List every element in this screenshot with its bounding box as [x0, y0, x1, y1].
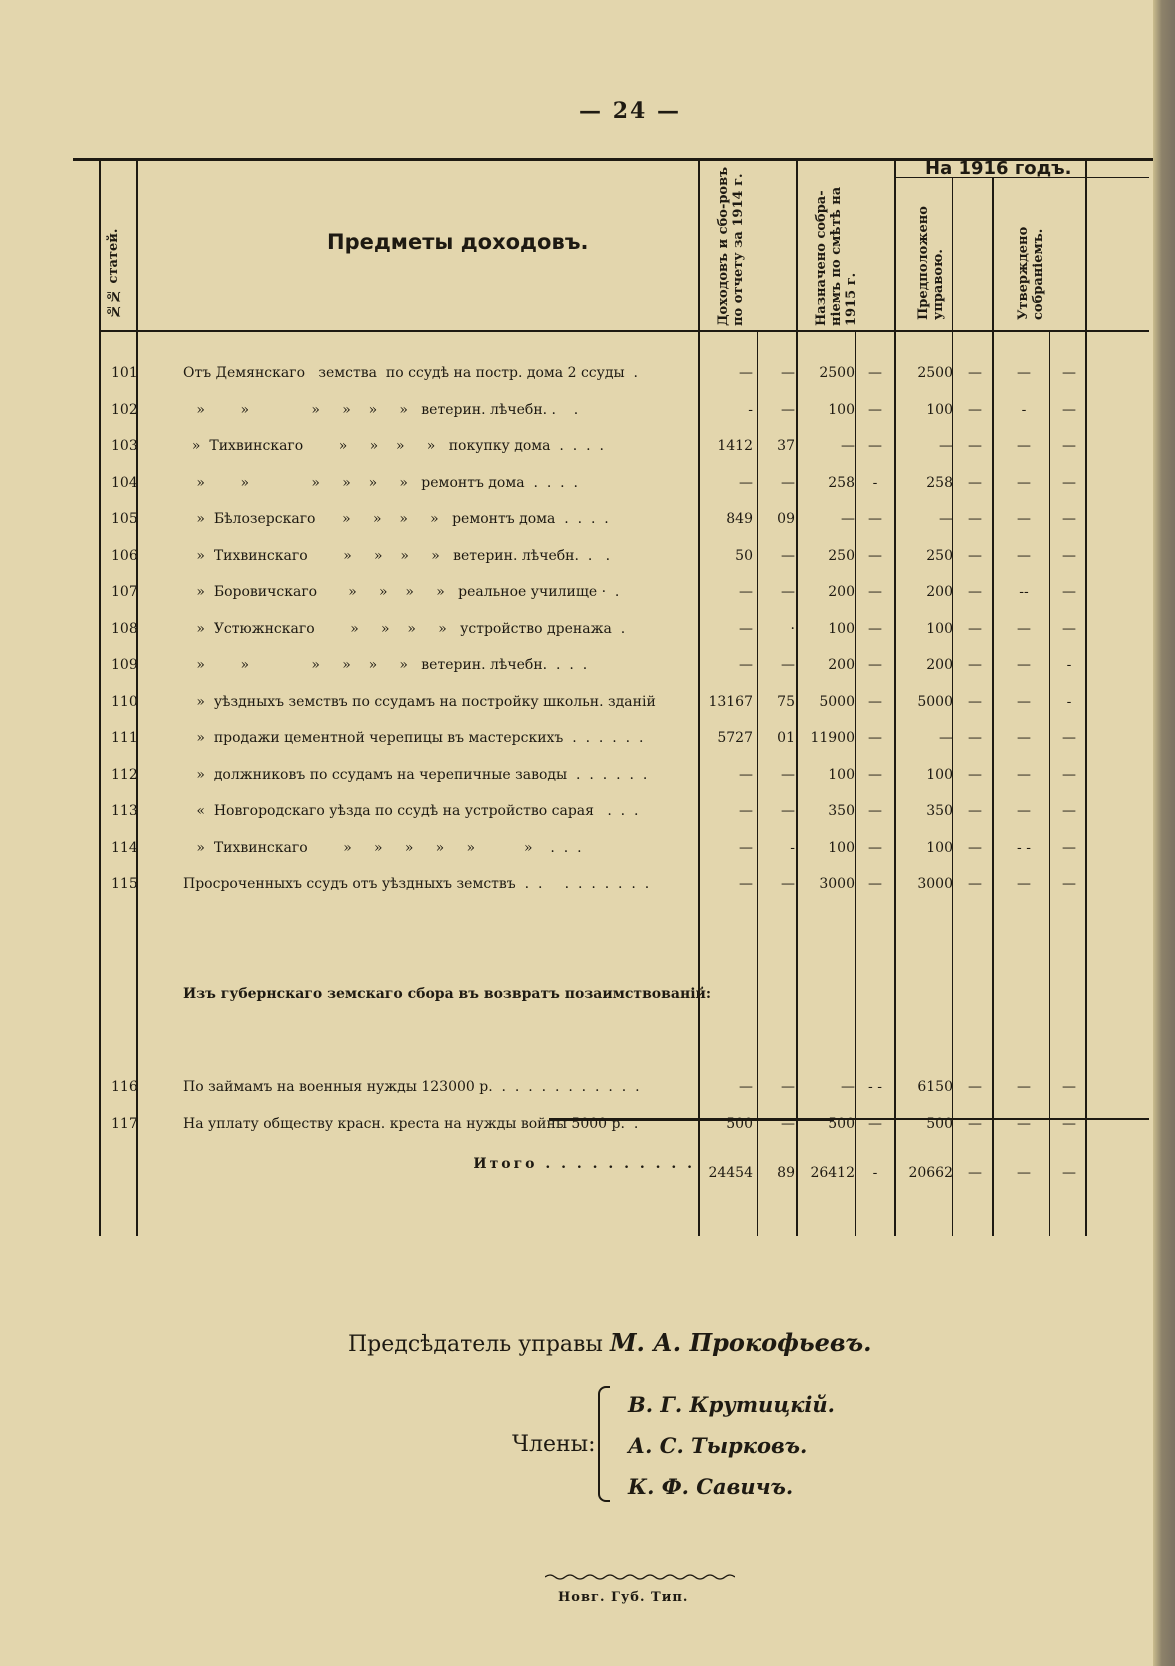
- header-year-1916: На 1916 годъ.: [925, 158, 1072, 179]
- proposed-1916-kop: —: [968, 620, 982, 637]
- members-brace: [598, 1386, 610, 1502]
- report-1914-kop: ·: [790, 620, 795, 637]
- proposed-1916-kop: —: [968, 401, 982, 418]
- assigned-1915-kop: - -: [868, 1079, 882, 1095]
- table-row: [99, 612, 1149, 648]
- approved-1916-kop: —: [1062, 401, 1076, 418]
- row-number: 113: [111, 803, 138, 819]
- proposed-1916-kop: —: [968, 730, 982, 746]
- assigned-1915: 258: [828, 474, 855, 491]
- proposed-1916: 350: [926, 803, 953, 819]
- table-row: [99, 867, 1149, 903]
- row-number: 117: [111, 1115, 138, 1132]
- approved-1916: —: [1017, 766, 1031, 783]
- report-1914-kop: —: [781, 1115, 795, 1132]
- report-1914-rub: —: [739, 584, 753, 600]
- approved-1916: —: [1017, 803, 1031, 819]
- assigned-1915-kop: —: [868, 584, 882, 600]
- row-description: » Тихвинскаго » » » » » » . . .: [183, 839, 582, 856]
- approved-1916: —: [1017, 693, 1031, 710]
- proposed-1916: 200: [926, 584, 953, 600]
- table-row: [99, 356, 1149, 392]
- row-number: 105: [111, 511, 138, 527]
- total-proposed-kop: —: [968, 1165, 982, 1181]
- table-row: [99, 575, 1149, 611]
- proposed-1916: 5000: [917, 693, 953, 710]
- report-1914-kop: —: [781, 365, 795, 381]
- report-1914-kop: —: [781, 766, 795, 783]
- page-edge-shadow: [1153, 0, 1175, 1666]
- row-number: 104: [111, 474, 138, 491]
- row-number: 111: [111, 730, 138, 746]
- report-1914-rub: —: [739, 876, 753, 892]
- table-row: [99, 648, 1149, 684]
- row-description: Отъ Демянскаго земства по ссудѣ на постр. дома 2 ссуды .: [183, 365, 638, 381]
- assigned-1915-kop: —: [868, 839, 882, 856]
- approved-1916-kop: —: [1062, 547, 1076, 564]
- assigned-1915-kop: —: [868, 1115, 882, 1132]
- table-row: [99, 758, 1149, 794]
- assigned-1915: 350: [828, 803, 855, 819]
- approved-1916: —: [1017, 657, 1031, 673]
- assigned-1915: 100: [828, 401, 855, 418]
- approved-1916: —: [1017, 730, 1031, 746]
- proposed-1916: 250: [926, 547, 953, 564]
- report-1914-rub: —: [739, 474, 753, 491]
- total-report-rub: 24454: [708, 1165, 753, 1181]
- approved-1916: --: [1019, 584, 1029, 600]
- row-number: 114: [111, 839, 138, 856]
- report-1914-rub: —: [739, 839, 753, 856]
- row-description: По займамъ на военныя нужды 123000 р. . . . . . . . . . . .: [183, 1079, 640, 1095]
- assigned-1915-kop: —: [868, 438, 882, 454]
- member-name: В. Г. Крутицкій.: [628, 1392, 835, 1417]
- approved-1916-kop: —: [1062, 365, 1076, 381]
- proposed-1916: 100: [926, 766, 953, 783]
- total-proposed: 20662: [908, 1165, 953, 1181]
- row-description: » Тихвинскаго » » » » ветерин. лѣчебн. . .: [183, 547, 611, 564]
- income-table: [99, 158, 1149, 1236]
- approved-1916-kop: —: [1062, 766, 1076, 783]
- report-1914-rub: -: [748, 401, 753, 418]
- proposed-1916-kop: —: [968, 365, 982, 381]
- approved-1916: —: [1017, 547, 1031, 564]
- approved-1916-kop: -: [1066, 693, 1072, 710]
- row-description: » должниковъ по ссудамъ на черепичные заводы . . . . . .: [183, 766, 648, 783]
- report-1914-kop: 37: [777, 438, 795, 454]
- report-1914-kop: —: [781, 474, 795, 491]
- approved-1916: —: [1017, 1079, 1031, 1095]
- assigned-1915: 2500: [819, 365, 855, 381]
- assigned-1915-kop: —: [868, 657, 882, 673]
- assigned-1915-kop: —: [868, 401, 882, 418]
- row-number: 103: [111, 438, 138, 454]
- assigned-1915: 250: [828, 547, 855, 564]
- table-row: [99, 429, 1149, 465]
- approved-1916-kop: —: [1062, 1079, 1076, 1095]
- row-description: « Новгородскаго уѣзда по ссудѣ на устройство сарая . . .: [183, 803, 639, 819]
- proposed-1916-kop: —: [968, 474, 982, 491]
- assigned-1915: 500: [828, 1115, 855, 1132]
- row-description: » Боровичскаго » » » » реальное училище · .: [183, 584, 620, 600]
- proposed-1916-kop: —: [968, 547, 982, 564]
- table-row: [99, 502, 1149, 538]
- approved-1916-kop: —: [1062, 1115, 1076, 1132]
- proposed-1916: 500: [926, 1115, 953, 1132]
- proposed-1916-kop: —: [968, 839, 982, 856]
- report-1914-kop: 75: [777, 693, 795, 710]
- approved-1916: —: [1017, 474, 1031, 491]
- assigned-1915-kop: —: [868, 620, 882, 637]
- report-1914-kop: —: [781, 1079, 795, 1095]
- assigned-1915-kop: —: [868, 730, 882, 746]
- section-heading: Изъ губернскаго земскаго сбора въ возвратъ позаимствованій:: [183, 986, 712, 1002]
- assigned-1915-kop: —: [868, 511, 882, 527]
- table-row: [99, 721, 1149, 757]
- chair-name: М. А. Прокофьевъ.: [609, 1328, 872, 1357]
- row-number: 110: [111, 693, 138, 710]
- approved-1916-kop: —: [1062, 876, 1076, 892]
- table-row: [99, 794, 1149, 830]
- assigned-1915: 3000: [819, 876, 855, 892]
- report-1914-rub: —: [739, 657, 753, 673]
- row-number: 109: [111, 657, 138, 673]
- approved-1916-kop: —: [1062, 511, 1076, 527]
- proposed-1916-kop: —: [968, 1115, 982, 1132]
- ornament-wavy-rule: [545, 1573, 735, 1581]
- proposed-1916-kop: —: [968, 438, 982, 454]
- report-1914-kop: —: [781, 401, 795, 418]
- row-description: » Тихвинскаго » » » » покупку дома . . . .: [183, 438, 604, 454]
- assigned-1915-kop: —: [868, 365, 882, 381]
- header-approved: Утверждено собраніемъ.: [1016, 226, 1046, 320]
- assigned-1915: —: [841, 511, 855, 527]
- approved-1916: —: [1017, 620, 1031, 637]
- report-1914-kop: 09: [777, 511, 795, 527]
- chair-label: Предсѣдатель управы: [348, 1332, 603, 1357]
- assigned-1915: —: [841, 1079, 855, 1095]
- approved-1916: - -: [1017, 839, 1031, 856]
- proposed-1916: 100: [926, 839, 953, 856]
- assigned-1915-kop: —: [868, 803, 882, 819]
- assigned-1915: 200: [828, 657, 855, 673]
- approved-1916-kop: —: [1062, 730, 1076, 746]
- report-1914-rub: —: [739, 766, 753, 783]
- report-1914-kop: —: [781, 803, 795, 819]
- row-number: 115: [111, 876, 138, 892]
- row-number: 102: [111, 401, 138, 418]
- total-report-kop: 89: [777, 1165, 795, 1181]
- assigned-1915: 100: [828, 766, 855, 783]
- total-row: [99, 1165, 1149, 1201]
- report-1914-rub: 50: [735, 547, 753, 564]
- approved-1916-kop: —: [1062, 474, 1076, 491]
- approved-1916: —: [1017, 1115, 1031, 1132]
- row-description: » » » » » » ветерин. лѣчебн. . . .: [183, 657, 588, 673]
- report-1914-rub: —: [739, 1079, 753, 1095]
- proposed-1916: 6150: [917, 1079, 953, 1095]
- approved-1916-kop: -: [1066, 657, 1072, 673]
- header-report-1914: Доходовъ и сбо-ровъ по отчету за 1914 г.: [716, 166, 746, 326]
- row-number: 101: [111, 365, 138, 381]
- proposed-1916: —: [939, 438, 953, 454]
- row-number: 112: [111, 766, 138, 783]
- table-row: [99, 1070, 1149, 1106]
- assigned-1915: 100: [828, 620, 855, 637]
- header-proposed: Предположено управою.: [916, 206, 946, 320]
- row-description: » уѣздныхъ земствъ по ссудамъ на постройку школьн. зданій: [183, 693, 656, 710]
- table-row: [99, 539, 1149, 575]
- row-description: » продажи цементной черепицы въ мастерскихъ . . . . . .: [183, 730, 644, 746]
- row-description: Просроченныхъ ссудъ отъ уѣздныхъ земствъ . . . . . . . . .: [183, 876, 650, 892]
- assigned-1915-kop: -: [872, 474, 878, 491]
- row-description: » Устюжнскаго » » » » устройство дренажа .: [183, 620, 626, 637]
- header-assigned-1915: Назначено собра-ніемъ по смѣтѣ на 1915 г.: [814, 186, 859, 326]
- report-1914-rub: 5727: [717, 730, 753, 746]
- report-1914-kop: 01: [777, 730, 795, 746]
- approved-1916: -: [1021, 401, 1027, 418]
- proposed-1916-kop: —: [968, 657, 982, 673]
- assigned-1915-kop: —: [868, 876, 882, 892]
- proposed-1916: 100: [926, 620, 953, 637]
- approved-1916: —: [1017, 438, 1031, 454]
- report-1914-rub: 1412: [717, 438, 753, 454]
- report-1914-kop: —: [781, 657, 795, 673]
- members-label: Члены:: [512, 1432, 596, 1457]
- assigned-1915: 100: [828, 839, 855, 856]
- report-1914-rub: 849: [726, 511, 753, 527]
- report-1914-kop: —: [781, 876, 795, 892]
- total-label: Итого . . . . . . . . . .: [473, 1156, 695, 1172]
- chair-signature: [348, 1328, 872, 1357]
- row-description: » » » » » » ветерин. лѣчебн. . .: [183, 401, 579, 418]
- table-row: [99, 685, 1149, 721]
- total-approved: —: [1017, 1165, 1031, 1181]
- table-row: [99, 1107, 1149, 1143]
- row-number: 116: [111, 1079, 138, 1095]
- page-number: — 24 —: [579, 98, 681, 124]
- member-name: К. Ф. Савичъ.: [628, 1474, 794, 1499]
- row-number: 108: [111, 620, 138, 637]
- proposed-1916: 258: [926, 474, 953, 491]
- assigned-1915-kop: —: [868, 693, 882, 710]
- approved-1916-kop: —: [1062, 438, 1076, 454]
- proposed-1916-kop: —: [968, 1079, 982, 1095]
- proposed-1916-kop: —: [968, 876, 982, 892]
- printer-imprint: Новг. Губ. Тип.: [558, 1590, 689, 1605]
- proposed-1916-kop: —: [968, 766, 982, 783]
- report-1914-kop: —: [781, 584, 795, 600]
- table-row: [99, 393, 1149, 429]
- report-1914-rub: 500: [726, 1115, 753, 1132]
- total-assigned: 26412: [810, 1165, 855, 1181]
- approved-1916: —: [1017, 511, 1031, 527]
- member-name: А. С. Тырковъ.: [628, 1433, 808, 1458]
- report-1914-kop: -: [790, 839, 795, 856]
- proposed-1916: 2500: [917, 365, 953, 381]
- proposed-1916-kop: —: [968, 693, 982, 710]
- total-approved-kop: —: [1062, 1165, 1076, 1181]
- proposed-1916: 3000: [917, 876, 953, 892]
- approved-1916: —: [1017, 365, 1031, 381]
- assigned-1915: 11900: [810, 730, 855, 746]
- header-num: №№ статей.: [106, 228, 121, 318]
- row-description: » Бѣлозерскаго » » » » ремонтъ дома . . . .: [183, 511, 609, 527]
- report-1914-rub: —: [739, 803, 753, 819]
- proposed-1916: —: [939, 730, 953, 746]
- assigned-1915-kop: —: [868, 766, 882, 783]
- row-number: 107: [111, 584, 138, 600]
- report-1914-rub: —: [739, 365, 753, 381]
- assigned-1915-kop: —: [868, 547, 882, 564]
- row-description: На уплату обществу красн. креста на нужды войны 5000 р. .: [183, 1115, 639, 1132]
- header-items: Предметы доходовъ.: [327, 230, 589, 254]
- row-number: 106: [111, 547, 138, 564]
- approved-1916: —: [1017, 876, 1031, 892]
- proposed-1916-kop: —: [968, 584, 982, 600]
- approved-1916-kop: —: [1062, 584, 1076, 600]
- proposed-1916: —: [939, 511, 953, 527]
- proposed-1916: 100: [926, 401, 953, 418]
- approved-1916-kop: —: [1062, 620, 1076, 637]
- report-1914-rub: —: [739, 620, 753, 637]
- row-description: » » » » » » ремонтъ дома . . . .: [183, 474, 578, 491]
- assigned-1915: —: [841, 438, 855, 454]
- assigned-1915: 5000: [819, 693, 855, 710]
- report-1914-kop: —: [781, 547, 795, 564]
- report-1914-rub: 13167: [708, 693, 753, 710]
- assigned-1915: 200: [828, 584, 855, 600]
- proposed-1916-kop: —: [968, 803, 982, 819]
- table-row: [99, 466, 1149, 502]
- proposed-1916-kop: —: [968, 511, 982, 527]
- proposed-1916: 200: [926, 657, 953, 673]
- approved-1916-kop: —: [1062, 839, 1076, 856]
- approved-1916-kop: —: [1062, 803, 1076, 819]
- table-row: [99, 831, 1149, 867]
- total-assigned-kop: -: [872, 1165, 878, 1181]
